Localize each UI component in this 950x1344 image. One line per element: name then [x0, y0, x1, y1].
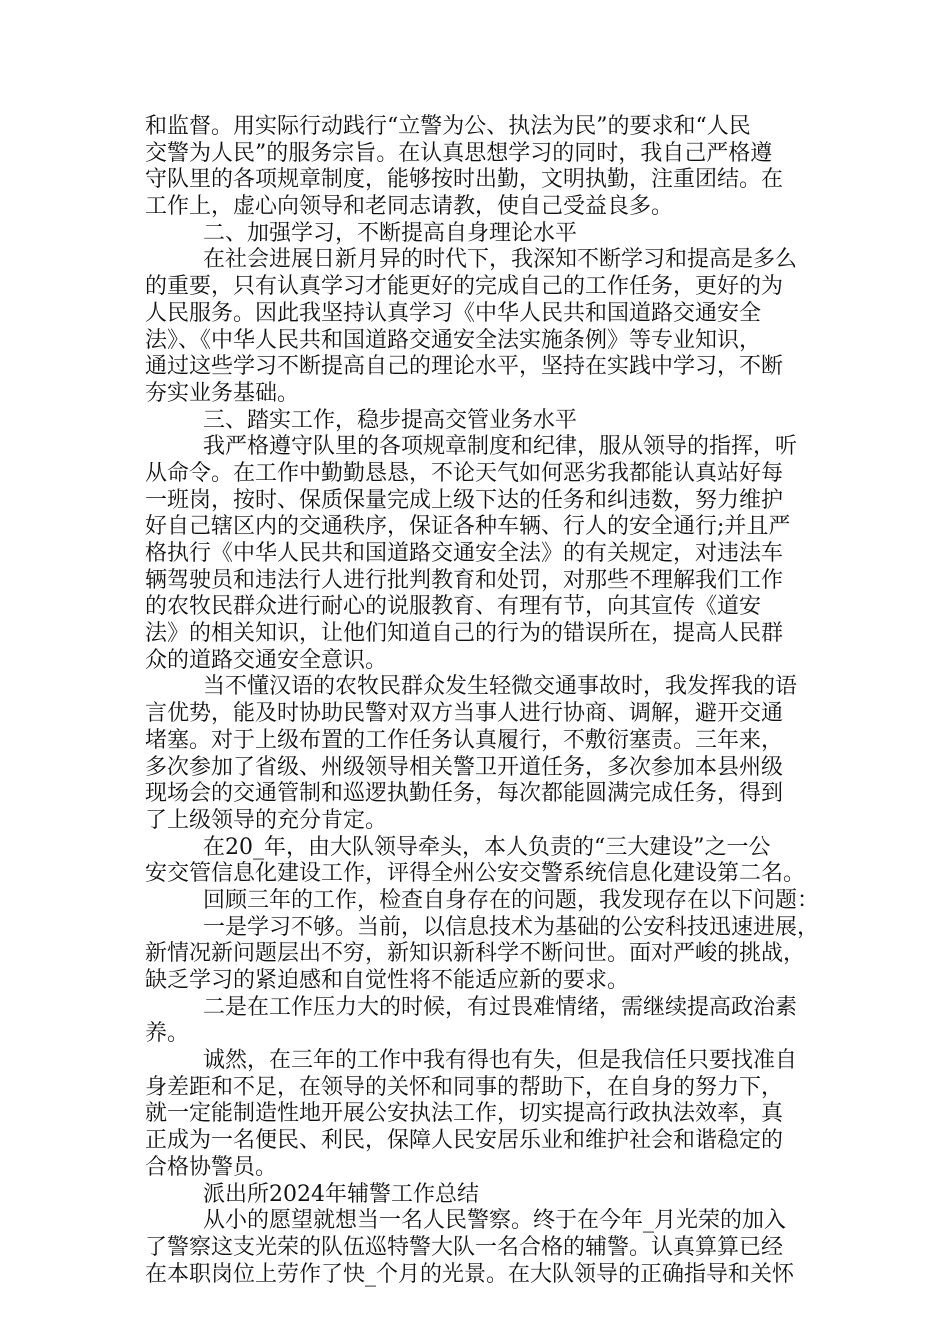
text-line: 在社会进展日新月异的时代下，我深知不断学习和提高是多么: [203, 247, 798, 273]
text-line: 和监督。用实际行动践行“立警为公、执法为民”的要求和“人民: [145, 114, 751, 139]
text-line: 二是在工作压力大的时候，有过畏难情绪，需继续提高政治素: [203, 994, 798, 1020]
text-line: 多次参加了省级、州级领导相关警卫开道任务，多次参加本县州级: [145, 754, 784, 780]
text-line: 身差距和不足，在领导的关怀和同事的帮助下，在自身的努力下，: [145, 1074, 784, 1100]
text-line: 一班岗，按时、保质保量完成上级下达的任务和纠违数，努力维护: [145, 487, 784, 513]
text-line: 一是学习不够。当前，以信息技术为基础的公安科技迅速进展，: [203, 914, 820, 940]
text-line: 法》的相关知识，让他们知道自己的行为的错误所在，提高人民群: [145, 621, 784, 647]
text-line: 在本职岗位上劳作了快_个月的光景。在大队领导的正确指导和关怀: [145, 1261, 795, 1287]
text-line: 养。: [145, 1021, 190, 1047]
text-line: 当不懂汉语的农牧民群众发生轻微交通事故时，我发挥我的语: [203, 674, 798, 700]
text-line: 二、加强学习，不断提高自身理论水平: [203, 220, 578, 246]
text-line: 夯实业务基础。: [145, 380, 300, 406]
text-line: 的重要，只有认真学习才能更好的完成自己的工作任务，更好的为: [145, 274, 784, 300]
text-line: 好自己辖区内的交通秩序，保证各种车辆、行人的安全通行;并且严: [145, 514, 791, 540]
text-line: 的农牧民群众进行耐心的说服教育、有理有节，向其宣传《道安: [145, 594, 762, 620]
text-line: 人民服务。因此我坚持认真学习《中华人民共和国道路交通安全: [145, 300, 762, 326]
text-line: 从小的愿望就想当一名人民警察。终于在今年_月光荣的加入: [203, 1208, 787, 1234]
text-line: 堵塞。对于上级布置的工作任务认真履行，不敷衍塞责。三年来，: [145, 727, 784, 753]
document-body: [145, 114, 820, 1288]
text-line: 辆驾驶员和违法行人进行批判教育和处罚，对那些不理解我们工作: [145, 567, 784, 593]
text-line: 守队里的各项规章制度，能够按时出勤，文明执勤，注重团结。在: [145, 167, 784, 193]
text-line: 了警察这支光荣的队伍巡特警大队一名合格的辅警。认真算算已经: [145, 1234, 784, 1260]
text-line: 我严格遵守队里的各项规章制度和纪律，服从领导的指挥，听: [203, 434, 798, 460]
text-line: 回顾三年的工作，检查自身存在的问题，我发现存在以下问题：: [203, 887, 820, 913]
text-line: 格执行《中华人民共和国道路交通安全法》的有关规定，对违法车: [145, 541, 784, 566]
text-line: 现场会的交通管制和巡逻执勤任务，每次都能圆满完成任务，得到: [145, 781, 784, 807]
text-line: 新情况新问题层出不穷，新知识新科学不断问世。面对严峻的挑战，: [145, 941, 806, 967]
text-line: 了上级领导的充分肯定。: [145, 807, 388, 833]
text-line: 法》、《中华人民共和国道路交通安全法实施条例》等专业知识，: [145, 327, 762, 353]
text-line: 正成为一名便民、利民，保障人民安居乐业和维护社会和谐稳定的: [145, 1128, 784, 1154]
text-line: 通过这些学习不断提高自己的理论水平，坚持在实践中学习，不断: [145, 354, 784, 380]
text-line: 就一定能制造性地开展公安执法工作，切实提高行政执法效率，真: [145, 1101, 784, 1127]
text-line: 诚然，在三年的工作中我有得也有失，但是我信任只要找准自: [203, 1048, 798, 1074]
text-line: 从命令。在工作中勤勤恳恳，不论天气如何恶劣我都能认真站好每: [145, 460, 784, 486]
text-line: 三、踏实工作，稳步提高交管业务水平: [203, 407, 578, 433]
text-line: 缺乏学习的紧迫感和自觉性将不能适应新的要求。: [145, 968, 630, 993]
text-line: 工作上，虚心向领导和老同志请教，使自己受益良多。: [145, 194, 674, 220]
text-line: 言优势，能及时协助民警对双方当事人进行协商、调解，避开交通: [145, 701, 784, 727]
text-line: 交警为人民”的服务宗旨。在认真思想学习的同时，我自己严格遵: [145, 140, 773, 166]
text-line: 众的道路交通安全意识。: [145, 647, 388, 673]
text-line: 在20_年，由大队领导牵头，本人负责的“三大建设”之一公: [203, 834, 771, 860]
text-line: 安交管信息化建设工作，评得全州公安交警系统信息化建设第二名。: [145, 861, 806, 887]
text-line: 合格协警员。: [145, 1154, 278, 1180]
text-line: 派出所2024年辅警工作总结: [203, 1181, 479, 1207]
